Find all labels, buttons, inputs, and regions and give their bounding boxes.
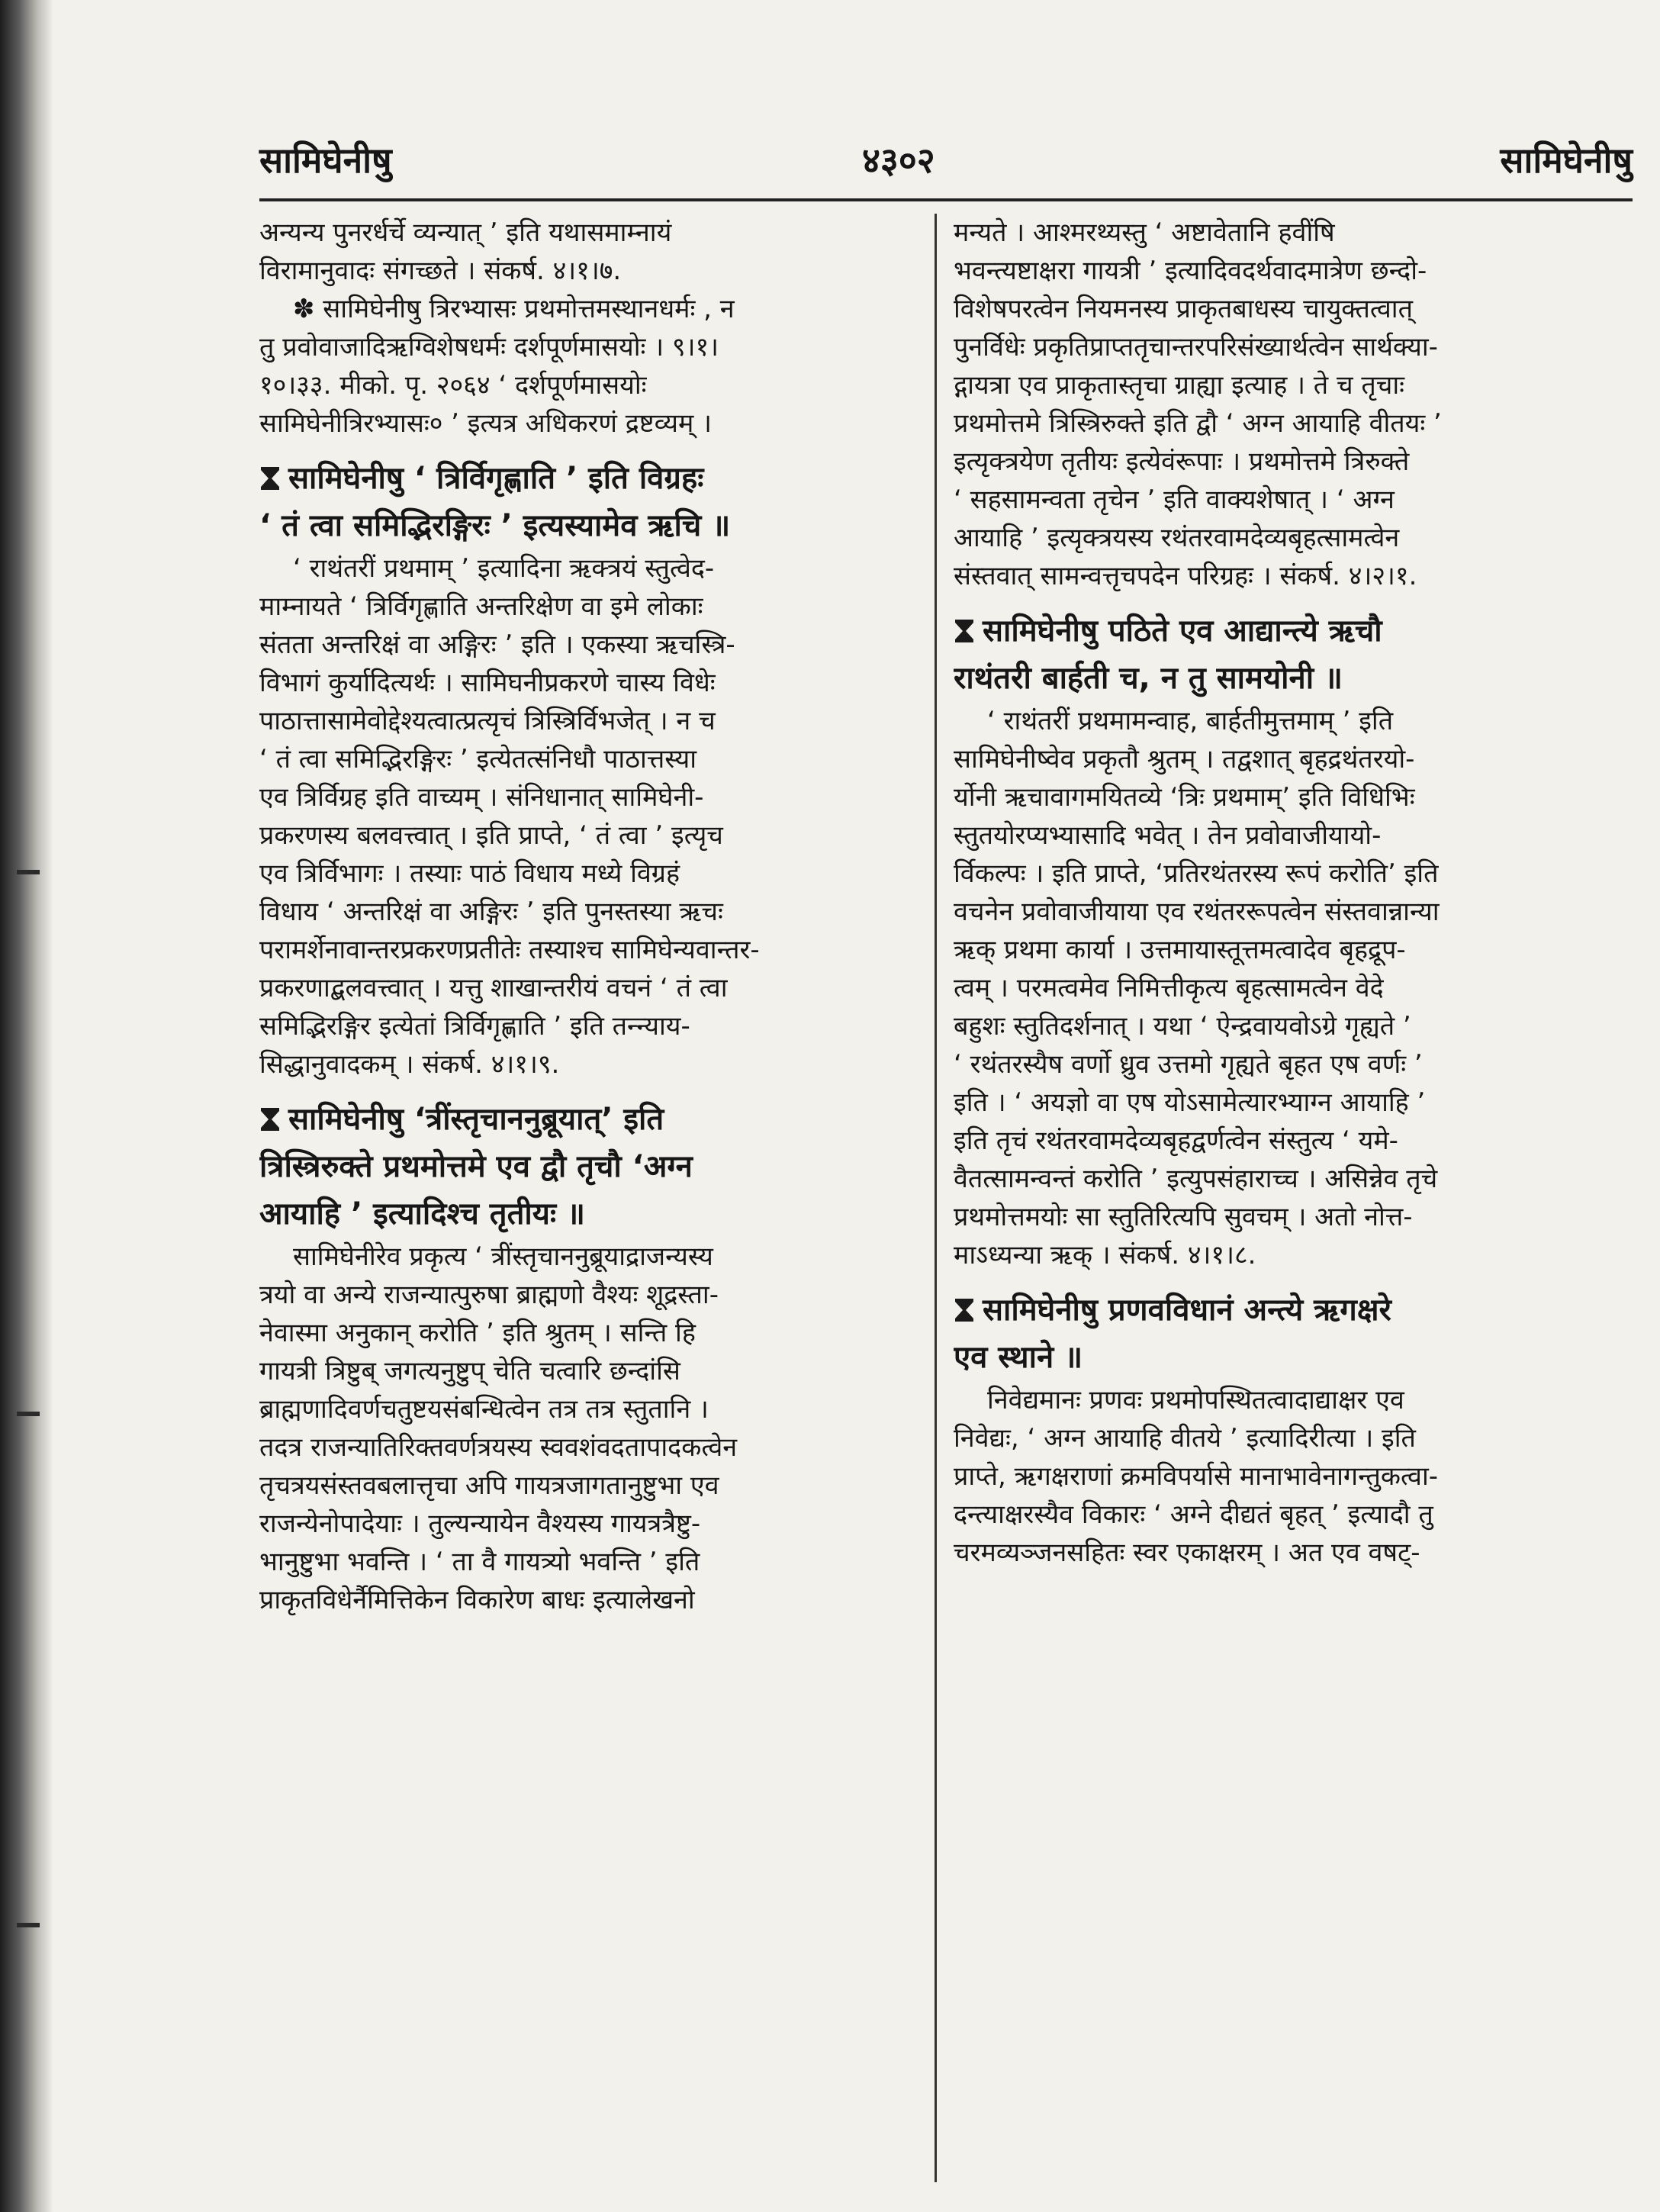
- header-left-title: सामिघेनीषु: [259, 140, 392, 181]
- section-heading-line: [954, 655, 1610, 702]
- running-header: [259, 130, 1633, 201]
- text-line: [954, 1160, 1610, 1198]
- paragraph-gap: [954, 595, 1610, 607]
- text-line: [259, 1238, 915, 1276]
- text-line: [954, 778, 1610, 816]
- line-text: स्तुतयोरप्यभ्यासादि भवेत् । तेन प्रवोवाजीयायो-: [954, 820, 1382, 851]
- text-line: [954, 816, 1610, 855]
- line-text: सामिघेनीरेव प्रकृत्य ‘ त्रींस्तृचाननुब्रूयाद्राजन्यस्य: [293, 1241, 713, 1272]
- line-text: वचनेन प्रवोवाजीयाया एव रथंतररूपत्वेन संस्तवान्नान्या: [954, 897, 1440, 927]
- line-text: माऽध्यन्या ऋक् । संकर्ष. ४।१।८.: [954, 1240, 1256, 1270]
- line-text: सामिघेनीषु पठिते एव आद्यान्त्ये ऋचौ: [983, 613, 1382, 649]
- hourglass-icon: [259, 1106, 281, 1132]
- line-text: भानुष्टुभा भवन्ति । ‘ ता वै गायत्र्यो भवन्ति ’ इति: [259, 1547, 700, 1577]
- binding-mark: [17, 870, 40, 874]
- line-text: एव स्थाने ॥: [954, 1340, 1083, 1375]
- line-text: ‘ तं त्वा समिद्भिरङ्गिरः ’ इत्येतत्संनिधौ पाठात्तस्या: [259, 744, 696, 774]
- left-column: [259, 214, 915, 1619]
- text-line: [259, 252, 915, 290]
- text-line: [259, 214, 915, 252]
- line-text: सामिघेनीत्रिरभ्यासः० ’ इत्यत्र अधिकरणं द्रष्टव्यम् ।: [259, 408, 713, 439]
- line-text: त्रयो वा अन्ये राजन्यात्पुरुषा ब्राह्मणो वैश्यः शूद्रस्ता-: [259, 1280, 719, 1310]
- section-heading-line: [954, 1286, 1610, 1334]
- line-text: इति । ‘ अयज्ञो वा एष योऽसामेत्यारभ्याग्न आयाहि ’: [954, 1087, 1426, 1118]
- line-text: संस्तवात् सामन्वत्तृचपदेन परिग्रहः । संकर्ष. ४।२।१.: [954, 561, 1417, 591]
- text-line: [259, 740, 915, 778]
- text-line: [954, 1007, 1610, 1045]
- right-column: [954, 214, 1610, 1572]
- line-text: निवेद्यः, ‘ अग्न आयाहि वीतये ’ इत्यादिरीत्या । इति: [954, 1423, 1416, 1454]
- section-heading-line: [259, 1143, 915, 1190]
- text-line: [259, 816, 915, 855]
- line-text: ‘ सहसामन्वता तृचेन ’ इति वाक्यशेषात् । ‘ अग्न: [954, 485, 1395, 515]
- line-text: आयाहि ’ इत्यृक्त्रयस्य रथंतरवामदेव्यबृहत्सामत्वेन: [954, 523, 1400, 553]
- text-line: [954, 557, 1610, 595]
- text-line: [259, 1543, 915, 1581]
- page-number: ४३०२: [862, 140, 935, 181]
- line-text: प्रकरणाद्बलवत्त्वात् । यत्तु शाखान्तरीयं वचनं ‘ तं त्वा: [259, 973, 728, 1003]
- line-text: प्रथमोत्तमे त्रिस्त्रिरुक्ते इति द्वौ ‘ अग्न आयाहि वीतयः ’: [954, 408, 1442, 439]
- line-text: भवन्त्यष्टाक्षरा गायत्री ’ इत्यादिवदर्थवादमात्रेण छन्दो-: [954, 256, 1427, 286]
- line-text: राथंतरी बार्हती च, न तु सामयोनी ॥: [954, 661, 1343, 696]
- line-text: विधाय ‘ अन्तरिक्षं वा अङ्गिरः ’ इति पुनस्तस्या ऋचः: [259, 897, 723, 927]
- line-text: र्विकल्पः । इति प्राप्ते, ‘प्रतिरथंतरस्य रूपं करोति’ इति: [954, 858, 1439, 889]
- text-line: [259, 1581, 915, 1619]
- text-line: [954, 1496, 1610, 1534]
- line-text: सामिघेनीषु प्रणवविधानं अन्त्ये ऋगक्षरे: [983, 1293, 1391, 1328]
- text-line: [259, 702, 915, 740]
- hourglass-icon: [954, 1297, 975, 1323]
- text-line: [954, 252, 1610, 290]
- text-line: [259, 1045, 915, 1083]
- line-text: विभागं कुर्यादित्यर्थः । सामिघनीप्रकरणे चास्य विधेः: [259, 668, 716, 698]
- line-text: त्रिस्त्रिरुक्ते प्रथमोत्तमे एव द्वौ तृचौ ‘अग्न: [259, 1149, 693, 1184]
- line-text: प्रकरणस्य बलवत्त्वात् । इति प्राप्ते, ‘ तं त्वा ’ इत्यृच: [259, 820, 723, 851]
- text-line: [954, 443, 1610, 481]
- text-line: [954, 740, 1610, 778]
- text-line: [259, 1276, 915, 1314]
- line-text: बहुशः स्तुतिदर्शनात् । यथा ‘ ऐन्द्रवायवोऽग्रे गृह्यते ’: [954, 1011, 1411, 1042]
- section-heading-line: [954, 607, 1610, 655]
- text-line: [259, 366, 915, 404]
- text-line: [954, 855, 1610, 893]
- text-line: [259, 588, 915, 626]
- text-line: [259, 1390, 915, 1428]
- text-line: [259, 1352, 915, 1390]
- text-line: [954, 290, 1610, 328]
- line-text: ‘ रथंतरस्यैष वर्णो ध्रुव उत्तमो गृह्यते बृहत एष वर्णः ’: [954, 1049, 1423, 1080]
- text-line: [259, 893, 915, 931]
- line-text: गायत्री त्रिष्टुब् जगत्यनुष्टुप् चेति चत्वारि छन्दांसि: [259, 1356, 680, 1386]
- text-line: [259, 290, 915, 328]
- two-column-body: [259, 214, 1633, 2190]
- text-line: [954, 1381, 1610, 1419]
- paragraph-gap: [259, 1083, 915, 1096]
- text-line: [954, 969, 1610, 1007]
- line-text: द्गायत्रा एव प्राकृतास्तृचा ग्राह्या इत्याह । ते च तृचाः: [954, 370, 1405, 401]
- text-line: [259, 626, 915, 664]
- text-line: [259, 778, 915, 816]
- line-text: दन्त्याक्षरस्यैव विकारः ‘ अग्ने दीद्यतं बृहत् ’ इत्यादौ तु: [954, 1499, 1433, 1530]
- line-text: ✽ सामिघेनीषु त्रिरभ्यासः प्रथमोत्तमस्थानधर्मः , न: [293, 294, 735, 324]
- text-line: [954, 366, 1610, 404]
- text-line: [259, 855, 915, 893]
- header-right-title: सामिघेनीषु: [1500, 140, 1633, 181]
- text-line: [259, 1467, 915, 1505]
- text-line: [259, 1428, 915, 1467]
- line-text: प्राकृतविधेर्नैमित्तिकेन विकारेण बाधः इत्यालेखनो: [259, 1585, 695, 1615]
- line-text: एव त्रिर्विभागः । तस्याः पाठं विधाय मध्ये विग्रहं: [259, 858, 680, 889]
- text-line: [954, 1534, 1610, 1572]
- text-line: [259, 1505, 915, 1543]
- line-text: इत्यृक्त्रयेण तृतीयः इत्येवंरूपाः । प्रथमोत्तमे त्रिरुक्ते: [954, 446, 1410, 477]
- line-text: सामिघेनीषु ‘ त्रिर्विगृह्णाति ’ इति विग्रहः: [288, 461, 704, 496]
- book-page: [259, 130, 1633, 2190]
- text-line: [954, 404, 1610, 443]
- paragraph-gap: [259, 443, 915, 455]
- line-text: पुनर्विधेः प्रकृतिप्राप्ततृचान्तरपरिसंख्यार्थत्वेन सार्थक्या-: [954, 332, 1438, 362]
- line-text: समिद्भिरङ्गिर इत्येतां त्रिर्विगृह्णाति ’ इति तन्न्याय-: [259, 1011, 690, 1042]
- section-heading-line: [954, 1334, 1610, 1381]
- text-line: [954, 702, 1610, 740]
- hourglass-icon: [259, 465, 281, 491]
- line-text: ब्राह्मणादिवर्णचतुष्टयसंबन्धित्वेन तत्र तत्र स्तुतानि ।: [259, 1394, 709, 1425]
- text-line: [259, 328, 915, 366]
- text-line: [954, 214, 1610, 252]
- line-text: चरमव्यञ्जनसहितः स्वर एकाक्षरम् । अत एव वषट्-: [954, 1537, 1420, 1568]
- line-text: सामिघेनीष्वेव प्रकृतौ श्रुतम् । तद्वशात् बृहद्रथंतरयो-: [954, 744, 1415, 774]
- text-line: [954, 931, 1610, 969]
- text-line: [954, 481, 1610, 519]
- line-text: ‘ राथंतरीं प्रथमामन्वाह, बार्हतीमुत्तमाम् ’ इति: [987, 706, 1394, 736]
- text-line: [954, 1045, 1610, 1083]
- line-text: तृचत्रयसंस्तवबलात्तृचा अपि गायत्रजागतानुष्टुभा एव: [259, 1470, 719, 1501]
- hourglass-icon: [954, 618, 975, 644]
- line-text: वैतत्सामन्वन्तं करोति ’ इत्युपसंहाराच्च । असिन्नेव तृचे: [954, 1164, 1438, 1194]
- line-text: सिद्धानुवादकम् । संकर्ष. ४।१।९.: [259, 1049, 560, 1080]
- text-line: [954, 328, 1610, 366]
- section-heading-line: [259, 502, 915, 549]
- line-text: माम्नायते ‘ त्रिर्विगृह्णाति अन्तरिक्षेण वा इमे लोकाः: [259, 591, 703, 622]
- text-line: [954, 1083, 1610, 1122]
- line-text: एव त्रिर्विग्रह इति वाच्यम् । संनिधानात् सामिघेनी-: [259, 782, 704, 813]
- text-line: [259, 1007, 915, 1045]
- text-line: [259, 969, 915, 1007]
- line-text: प्राप्ते, ऋगक्षराणां क्रमविपर्यासे मानाभावेनागन्तुकत्वा-: [954, 1461, 1439, 1492]
- line-text: विशेषपरत्वेन नियमनस्य प्राकृतबाधस्य चायुक्तत्वात्: [954, 294, 1413, 324]
- line-text: अन्यन्य पुनरर्धर्चे व्यन्यात् ’ इति यथासमाम्नायं: [259, 217, 672, 248]
- text-line: [259, 404, 915, 443]
- line-text: पाठात्तासामेवोद्देश्यत्वात्प्रत्यृचं त्रिस्त्रिर्विभजेत् । न च: [259, 706, 716, 736]
- line-text: इति तृचं रथंतरवामदेव्यबृहद्वर्णत्वेन संस्तुत्य ‘ यमे-: [954, 1125, 1398, 1156]
- line-text: विरामानुवादः संगच्छते । संकर्ष. ४।१।७.: [259, 256, 622, 286]
- section-heading-line: [259, 1096, 915, 1143]
- line-text: त्वम् । परमत्वमेव निमित्तीकृत्य बृहत्सामत्वेन वेदे: [954, 973, 1384, 1003]
- section-heading-line: [259, 1190, 915, 1238]
- line-text: र्योनी ऋचावागमयितव्ये ‘त्रिः प्रथमाम्’ इति विधिभिः: [954, 782, 1415, 813]
- line-text: मन्यते । आश्मरथ्यस्तु ‘ अष्टावेतानि हवींषि: [954, 217, 1335, 248]
- binding-mark: [17, 1412, 40, 1416]
- book-binding-edge: [0, 0, 53, 2212]
- text-line: [259, 549, 915, 588]
- line-text: १०।३३. मीको. पृ. २०६४ ‘ दर्शपूर्णमासयोः: [259, 370, 647, 401]
- text-line: [954, 1122, 1610, 1160]
- line-text: सामिघेनीषु ‘त्रींस्तृचाननुब्रूयात्’ इति: [288, 1102, 664, 1137]
- line-text: तु प्रवोवाजादिऋग्विशेषधर्मः दर्शपूर्णमासयोः । ९।१।: [259, 332, 719, 362]
- line-text: संतता अन्तरिक्षं वा अङ्गिरः ’ इति । एकस्या ऋचस्त्रि-: [259, 629, 735, 660]
- line-text: ‘ तं त्वा समिद्भिरङ्गिरः ’ इत्यस्यामेव ऋचि ॥: [259, 508, 731, 543]
- text-line: [954, 893, 1610, 931]
- line-text: राजन्येनोपादेयाः । तुल्यन्यायेन वैश्यस्य गायत्रत्रैष्टु-: [259, 1508, 701, 1539]
- text-line: [259, 664, 915, 702]
- line-text: नेवास्मा अनुकान् करोति ’ इति श्रुतम् । सन्ति हि: [259, 1318, 696, 1348]
- line-text: ‘ राथंतरीं प्रथमाम् ’ इत्यादिना ऋक्त्रयं स्तुत्वेद-: [293, 553, 715, 584]
- line-text: प्रथमोत्तमयोः सा स्तुतिरित्यपि सुवचम् । अतो नोत्त-: [954, 1202, 1413, 1232]
- section-heading-line: [259, 455, 915, 502]
- text-line: [954, 1236, 1610, 1274]
- text-line: [259, 1314, 915, 1352]
- paragraph-gap: [954, 1274, 1610, 1286]
- line-text: तदत्र राजन्यातिरिक्तवर्णत्रयस्य स्ववशंवदतापादकत्वेन: [259, 1432, 738, 1463]
- text-line: [954, 1457, 1610, 1496]
- line-text: परामर्शेनावान्तरप्रकरणप्रतीतेः तस्याश्च सामिघेन्यवान्तर-: [259, 935, 760, 965]
- binding-mark: [17, 1923, 40, 1927]
- text-line: [954, 519, 1610, 557]
- column-divider: [935, 214, 937, 2182]
- text-line: [259, 931, 915, 969]
- line-text: निवेद्यमानः प्रणवः प्रथमोपस्थितत्वादाद्याक्षर एव: [987, 1385, 1404, 1415]
- line-text: आयाहि ’ इत्यादिश्च तृतीयः ॥: [259, 1196, 585, 1232]
- line-text: ऋक् प्रथमा कार्या । उत्तमायास्तूत्तमत्वादेव बृहद्रूप-: [954, 935, 1406, 965]
- text-line: [954, 1198, 1610, 1236]
- text-line: [954, 1419, 1610, 1457]
